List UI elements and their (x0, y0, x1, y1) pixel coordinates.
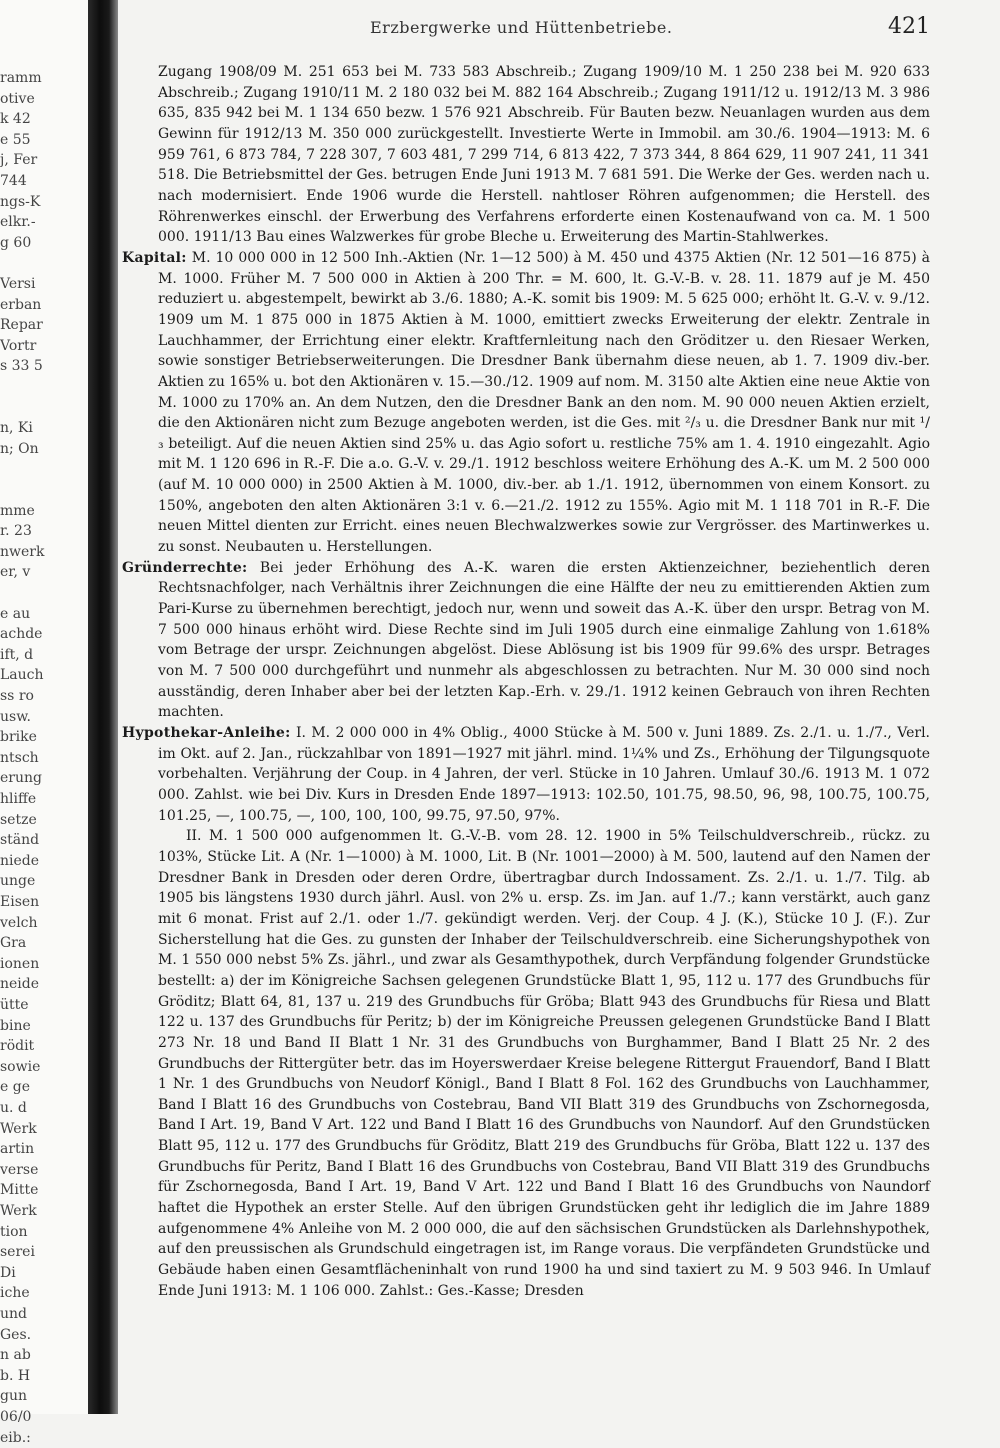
section-label: Hypothekar-Anleihe: (122, 725, 291, 741)
left-page-fragment: g 60 (0, 234, 32, 251)
left-page-fragment: Ges. (0, 1326, 32, 1343)
left-page-fragment: 06/0 (0, 1409, 32, 1425)
paragraph-text: II. M. 1 500 000 aufgenommen lt. G.-V.-B. vom 28. 12. 1900 in 5% Teilschuldverschreib., rückz. zu 103%, Stücke Lit. A (Nr. 1—1000) à M. 1000, Lit. B (Nr. 1001—2000) à M. 500, lautend auf den Namen der Dresdner Bank in Dresden oder deren Ordre, übertragbar durch Indossament. Zs. 2./1. u. 1./7. Tilg. ab 1905 bis längstens 1930 durch jährl. Ausl. von 2% u. ersp. Zs. im Jan. auf 1./7.; kann verstärkt, auch ganz mit 6 monat. Frist auf 2./1. oder 1./7. gekündigt werden. Verj. der Coup. 4 J. (K.), Stücke 10 J. (F.). Zur Sicherstellung hat die Ges. zu gunsten der Inhaber der Teilschuldverschreib. eine Sicherungshypothek von M. 1 550 000 nebst 5% Zs. jährl., und zwar als Gesamthypothek, durch Verpfändung folgender Grundstücke bestellt: a) der im Königreiche Sachsen gelegenen Grundstücke Blatt 1, 95, 112 u. 177 des Grundbuchs für Gröditz; Blatt 64, 81, 137 u. 219 des Grundbuchs für Gröba; Blatt 943 des Grundbuchs für Riesa und Blatt 122 u. 137 des Grundbuchs für Peritz; b) der im Königreiche Preussen gelegenen Grundstücke Band I Blatt 273 Nr. 18 und Band II Blatt 1 Nr. 31 des Grundbuchs von Burghammer, Band I Blatt 25 Nr. 2 des Grundbuchs der Rittergüter betr. das im Hoyerswerdaer Kreise belegene Rittergut Frauendorf, Band I Blatt 1 Nr. 1 des Grundbuchs von Neudorf Königl., Band I Blatt 8 Fol. 162 des Grundbuchs von Lauchhammer, Band I Blatt 16 des Grundbuchs von Costebrau, Band VII Blatt 319 des Grundbuchs von Zschornegosda, Band I Art. 19, Band V Art. 122 und Band I Blatt 16 des Grundbuchs von Naundorf. Auf den Grundstücken Blatt 95, 112 u. 177 des Grundbuchs für Gröditz, Blatt 219 des Grundbuchs für Gröba, Blatt 122 u. 137 des Grundbuchs für Peritz, Band I Blatt 16 des Grundbuchs von Costebrau, Band VII Blatt 319 des Grundbuchs für Zschornegosda, Band I Art. 19, Band V Art. 122 und Band I Blatt 16 des Grundbuchs von Naundorf haftet die Hypothek an erster Stelle. Auf den übrigen Grundstücken geht ihr lediglich die im Jahre 1889 aufgenommene 4% Anleihe von M. 2 000 000, die auf den sächsischen Grundstücken als Darlehnshypothek, auf den preussischen als Grundschuld eingetragen ist, im Range voraus. Die verpfändeten Grundstücke und Gebäude haben einen Gesamtflächeninhalt von rund 1900 ha und sind taxiert zu M. 9 503 946. In Umlauf Ende Juni 1913: M. 1 106 000. Zahlst.: Ges.-Kasse; Dresden (158, 828, 930, 1299)
paragraph-text: Bei jeder Erhöhung des A.-K. waren die ersten Aktienzeichner, beziehentlich deren Rechtsnachfolger, nach Verhältnis ihrer Zeichnungen die eine Hälfte der neu zu emittierenden Aktien zum Pari-Kurse zu übernehmen berechtigt, jedoch nur, wenn und soweit das A.-K. über den urspr. Betrag von M. 7 500 000 hinaus erhöht wird. Diese Rechte sind im Juli 1905 durch eine einmalige Zahlung von 1.618% vom Betrage der urspr. Zeichnungen abgelöst. Diese Ablösung ist bis 1909 für 99.6% des urspr. Betrages von M. 7 500 000 durchgeführt und nunmehr als abgeschlossen zu betrachten. Nur M. 30 000 sind noch ausständig, deren Inhaber aber bei der letzten Kap.-Erh. v. 29./1. 1912 keinen Gebrauch von ihren Rechten machten. (158, 559, 930, 721)
left-page-fragment: brike (0, 729, 37, 746)
left-page-fragment: e ge (0, 1079, 30, 1096)
page-number: 421 (888, 14, 930, 39)
left-page-fragment: u. d (0, 1100, 27, 1116)
left-page-fragment: elkr.- (0, 214, 36, 231)
left-page-fragment: neide (0, 976, 40, 993)
left-page-fragment: ift, d (0, 646, 34, 663)
left-page-fragment: e au (0, 605, 31, 622)
left-page-fragment: er, v (0, 564, 31, 581)
left-page-fragment: achde (0, 626, 43, 643)
left-page-fragment: ramm (0, 70, 42, 86)
left-page-fragment: n; On (0, 440, 39, 457)
left-page-fragment: Repar (0, 317, 43, 334)
section-label: Kapital: (122, 249, 187, 266)
paragraph-assets (118, 62, 930, 248)
left-page-fragment: ngs-K (0, 193, 41, 210)
page-header (118, 14, 930, 42)
left-page-fragment: erban (0, 296, 42, 313)
left-page-fragment: Lauch (0, 667, 44, 684)
left-page-fragment: unge (0, 873, 36, 890)
left-page-fragment: k 42 (0, 111, 31, 128)
left-page-fragment: Versi (0, 276, 36, 292)
left-page-fragment: Werk (0, 1120, 37, 1137)
left-page-fragment: Vortr (0, 337, 37, 354)
left-page-fragment: serei (0, 1244, 35, 1261)
left-page-fragment: ständ (0, 832, 40, 849)
left-page-fragment: ionen (0, 955, 40, 972)
paragraph-text: I. M. 2 000 000 in 4% Oblig., 4000 Stücke à M. 500 v. Juni 1889. Zs. 2./1. u. 1./7., Verl. im Okt. auf 2. Jan., rückzahlbar von 1891—1927 mit jährl. mind. 1¼% und Zs., Erhöhung der Tilgungsquote vorbehalten. Verjährung der Coup. in 4 Jahren, der verl. Stücke in 10 Jahren. Umlauf 30./6. 1913 M. 1 072 000. Zahlst. wie bei Div. Kurs in Dresden Ende 1897—1913: 102.50, 101.75, 98.50, 96, 98, 100.75, 100.75, 101.25, —, 100.75, —, 100, 100, 100, 99.75, 97.50, 97%. (158, 725, 931, 824)
paragraph-anleihe-ii (118, 826, 930, 1301)
left-page-fragment: j, Fer (0, 152, 38, 169)
left-page-fragment: gun (0, 1388, 27, 1405)
book-gutter (88, 0, 118, 1414)
paragraph-text: M. 10 000 000 in 12 500 Inh.-Aktien (Nr. 1—12 500) à M. 450 und 4375 Aktien (Nr. 12 501—16 875) à M. 1000. Früher M. 7 500 000 in Aktien à 200 Thr. = M. 600, lt. G.-V.-B. v. 28. 11. 1879 auf je M. 450 reduziert u. abgestempelt, bewirkt ab 3./6. 1880; A.-K. somit bis 1909: M. 5 625 000; erhöht lt. G.-V. v. 9./12. 1909 um M. 1 875 000 in 1875 Aktien à M. 1000, emittiert zwecks Erweiterung der elektr. Zentrale in Lauchhammer, der Errichtung einer elektr. Kraftfernleitung nach den Gröditzer u. den Riesaer Werken, sowie sonstiger Betriebserweiterungen. Die Dresdner Bank übernahm diese neuen, ab 1. 7. 1909 div.-ber. Aktien zu 165% u. bot den Aktionären v. 15.—30./12. 1909 auf nom. M. 3150 alte Aktien eine neue Aktie von M. 1000 zu 170% an. An dem Nutzen, den die Dresdner Bank an den nom. M. 90 000 neuen Aktien erzielt, die den Aktionären nicht zum Bezuge angeboten werden, ist die Ges. mit ²/₃ u. die Dresdner Bank nur mit ¹/₃ beteiligt. Auf die neuen Aktien sind 25% u. das Agio sofort u. restliche 75% am 1. 4. 1910 eingezahlt. Agio mit M. 1 120 696 in R.-F. Die a.o. G.-V. v. 29./1. 1912 beschloss weitere Erhöhung des A.-K. um M. 2 500 000 (auf M. 10 000 000) in 2500 Aktien à M. 1000, div.-ber. ab 1./1. 1912, übernommen von einem Konsort. zu 150%, angeboten den alten Aktionären 3:1 v. 6.—21./2. 1912 zu 155%. Agio mit M. 1 118 701 in R.-F. Die neuen Mittel dienten zur Erricht. eines neuen Blechwalzwerkes sowie zur Vergrösser. des Martinwerkes u. zu sonst. Neubauten u. Herstellungen. (158, 249, 930, 556)
left-page-fragment: tion (0, 1223, 28, 1240)
left-page-fragment: n ab (0, 1347, 31, 1364)
left-page-fragment: sowie (0, 1058, 41, 1075)
left-page-fragment: niede (0, 852, 40, 869)
left-page-fragment: s 33 5 (0, 358, 43, 375)
left-page-fragment: mme (0, 502, 35, 519)
left-page-fragment: Eisen (0, 894, 40, 910)
paragraph-text: Zugang 1908/09 M. 251 653 bei M. 733 583 Abschreib.; Zugang 1909/10 M. 1 250 238 bei M. 920 633 Abschreib.; Zugang 1910/11 M. 2 180 032 bei M. 882 164 Abschreib.; Zugang 1911/12 u. 1912/13 M. 3 986 635, 835 942 bei M. 1 134 650 bezw. 1 576 921 Abschreib. Für Bauten bezw. Neuanlagen wurden aus dem Gewinn für 1912/13 M. 350 000 zurückgestellt. Investierte Werte in Immobil. am 30./6. 1904—1913: M. 6 959 761, 6 873 784, 7 228 307, 7 603 481, 7 299 714, 6 813 422, 7 373 344, 8 864 629, 11 907 241, 11 341 518. Die Betriebsmittel der Ges. betrugen Ende Juni 1913 M. 7 681 591. Die Werke der Ges. werden nach u. nach modernisiert. Ende 1906 wurde die Herstell. nahtloser Röhren aufgenommen; die Herstell. des Röhrenwerkes einschl. der Erwerbung des Verfahrens erforderte einen Kostenaufwand von ca. M. 1 500 000. 1911/13 Bau eines Walzwerkes für grobe Bleche u. Erweiterung des Martin-Stahlwerkes. (158, 64, 930, 246)
left-page-fragment: setze (0, 811, 37, 828)
left-page-fragment: e 55 (0, 131, 31, 148)
paragraph-kapital (118, 248, 930, 558)
left-page-fragment: velch (0, 914, 38, 931)
left-page-fragment: Mitte (0, 1182, 39, 1199)
running-title: Erzbergwerke und Hüttenbetriebe. (370, 18, 673, 37)
left-page-fragment: eib.: (0, 1429, 31, 1446)
left-page-fragment: Werk (0, 1203, 37, 1219)
left-page-fragment: rödit (0, 1038, 35, 1055)
left-page-fragment: usw. (0, 708, 31, 725)
left-page-fragment: erung (0, 770, 42, 787)
left-page-fragment: iche (0, 1285, 30, 1302)
paragraph-hypothekar-anleihe (118, 723, 930, 826)
left-page-fragment: ntsch (0, 749, 39, 766)
paragraph-gruenderrechte (118, 558, 930, 723)
left-page-fragment: hliffe (0, 791, 37, 807)
left-page-fragment: bine (0, 1017, 31, 1034)
section-label: Gründerrechte: (122, 559, 248, 576)
left-page-fragment: verse (0, 1161, 39, 1178)
left-page-fragment: r. 23 (0, 523, 32, 540)
page-body (118, 62, 930, 1301)
left-page-fragment: n, Ki (0, 420, 33, 437)
left-page-fragment: und (0, 1306, 27, 1322)
left-page-fragment: ütte (0, 997, 29, 1013)
left-page-fragment: nwerk (0, 543, 45, 560)
left-page-fragment: 744 (0, 173, 27, 189)
left-page-fragment: Di (0, 1264, 16, 1281)
left-page-fragment: otive (0, 90, 35, 107)
adjacent-page-margin (0, 0, 92, 1446)
left-page-fragment: b. H (0, 1367, 31, 1384)
left-page-fragment: ss ro (0, 688, 34, 704)
left-page-fragment: Gra (0, 935, 27, 952)
left-page-fragment: artin (0, 1141, 35, 1158)
